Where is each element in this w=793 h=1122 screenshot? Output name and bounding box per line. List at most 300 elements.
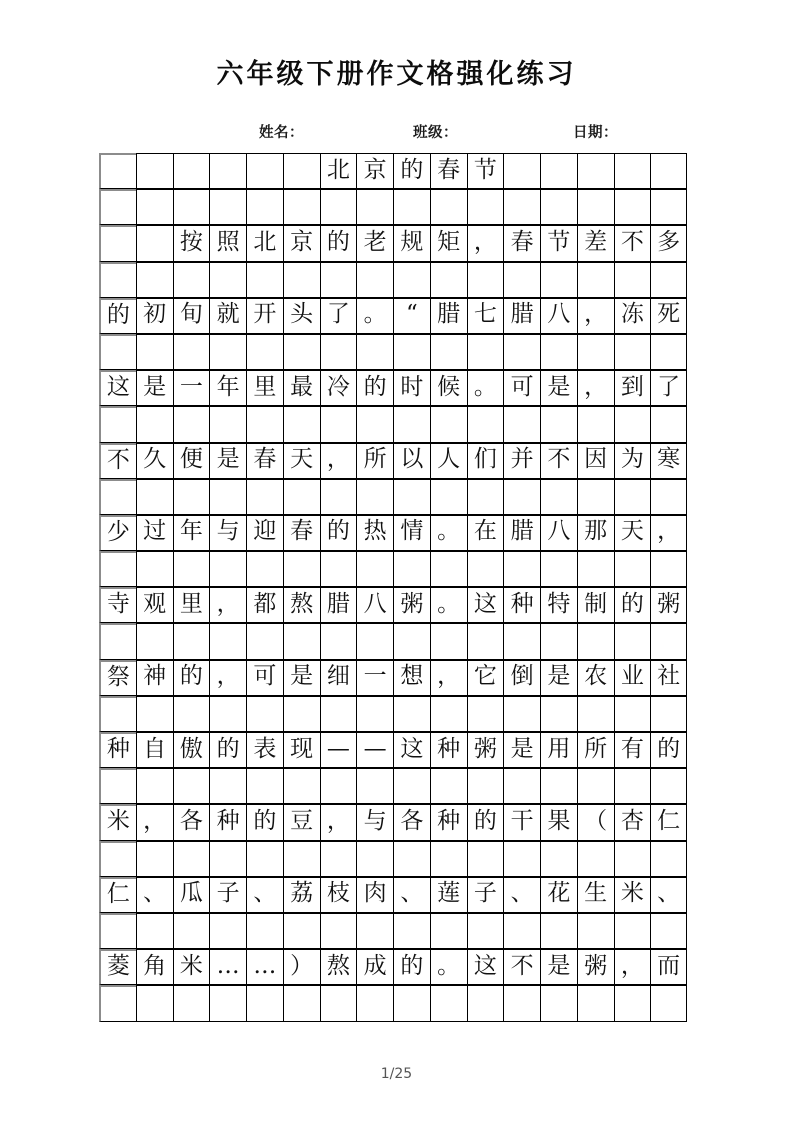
grid-cell[interactable] [136, 334, 173, 370]
grid-cell[interactable] [136, 298, 173, 334]
grid-cell[interactable] [650, 370, 687, 406]
grid-cell[interactable] [503, 985, 540, 1021]
grid-cell[interactable] [540, 696, 577, 732]
grid-cell[interactable] [173, 660, 210, 696]
grid-cell[interactable] [246, 768, 283, 804]
grid-cell[interactable] [356, 262, 393, 298]
grid-cell[interactable] [136, 587, 173, 623]
grid-cell[interactable] [209, 334, 246, 370]
grid-cell[interactable] [283, 877, 320, 913]
grid-cell[interactable] [393, 587, 430, 623]
grid-cell[interactable] [577, 262, 614, 298]
grid-cell[interactable] [577, 334, 614, 370]
grid-cell[interactable] [209, 696, 246, 732]
grid-cell[interactable] [467, 551, 504, 587]
grid-cell[interactable] [320, 370, 357, 406]
grid-cell[interactable] [577, 913, 614, 949]
grid-cell[interactable] [393, 153, 430, 189]
grid-cell[interactable] [283, 334, 320, 370]
grid-cell[interactable] [540, 370, 577, 406]
grid-cell[interactable] [430, 479, 467, 515]
grid-cell[interactable] [209, 768, 246, 804]
grid-cell[interactable] [173, 479, 210, 515]
grid-cell[interactable] [209, 262, 246, 298]
grid-cell[interactable] [356, 804, 393, 840]
grid-cell[interactable] [173, 370, 210, 406]
grid-cell[interactable] [430, 660, 467, 696]
grid-cell[interactable] [503, 262, 540, 298]
grid-cell[interactable] [246, 804, 283, 840]
grid-cell[interactable] [356, 913, 393, 949]
grid-cell[interactable] [320, 660, 357, 696]
grid-cell[interactable] [99, 443, 136, 479]
grid-cell[interactable] [430, 949, 467, 985]
grid-cell[interactable] [99, 225, 136, 261]
grid-cell[interactable] [173, 225, 210, 261]
grid-cell[interactable] [320, 262, 357, 298]
grid-cell[interactable] [99, 334, 136, 370]
grid-cell[interactable] [467, 262, 504, 298]
grid-cell[interactable] [320, 334, 357, 370]
grid-cell[interactable] [614, 479, 651, 515]
grid-cell[interactable] [614, 913, 651, 949]
grid-cell[interactable] [650, 153, 687, 189]
grid-cell[interactable] [650, 551, 687, 587]
grid-cell[interactable] [136, 153, 173, 189]
grid-cell[interactable] [209, 479, 246, 515]
grid-cell[interactable] [467, 732, 504, 768]
grid-cell[interactable] [430, 623, 467, 659]
grid-cell[interactable] [650, 623, 687, 659]
grid-cell[interactable] [614, 189, 651, 225]
grid-cell[interactable] [136, 515, 173, 551]
grid-cell[interactable] [320, 696, 357, 732]
grid-cell[interactable] [173, 804, 210, 840]
grid-cell[interactable] [136, 768, 173, 804]
grid-cell[interactable] [246, 515, 283, 551]
grid-cell[interactable] [173, 985, 210, 1021]
grid-cell[interactable] [246, 841, 283, 877]
grid-cell[interactable] [393, 623, 430, 659]
grid-cell[interactable] [99, 841, 136, 877]
grid-cell[interactable] [356, 841, 393, 877]
grid-cell[interactable] [393, 443, 430, 479]
grid-cell[interactable] [209, 877, 246, 913]
grid-cell[interactable] [650, 660, 687, 696]
grid-cell[interactable] [283, 153, 320, 189]
grid-cell[interactable] [650, 443, 687, 479]
grid-cell[interactable] [540, 877, 577, 913]
grid-cell[interactable] [430, 732, 467, 768]
grid-cell[interactable] [246, 334, 283, 370]
grid-cell[interactable] [283, 370, 320, 406]
grid-cell[interactable] [430, 153, 467, 189]
grid-cell[interactable] [209, 443, 246, 479]
grid-cell[interactable] [356, 623, 393, 659]
grid-cell[interactable] [540, 804, 577, 840]
grid-cell[interactable] [99, 696, 136, 732]
grid-cell[interactable] [136, 804, 173, 840]
grid-cell[interactable] [614, 153, 651, 189]
grid-cell[interactable] [320, 515, 357, 551]
grid-cell[interactable] [540, 623, 577, 659]
grid-cell[interactable] [614, 225, 651, 261]
grid-cell[interactable] [614, 768, 651, 804]
grid-cell[interactable] [356, 985, 393, 1021]
grid-cell[interactable] [650, 732, 687, 768]
grid-cell[interactable] [650, 189, 687, 225]
grid-cell[interactable] [356, 732, 393, 768]
grid-cell[interactable] [209, 841, 246, 877]
grid-cell[interactable] [467, 587, 504, 623]
grid-cell[interactable] [136, 696, 173, 732]
grid-cell[interactable] [99, 262, 136, 298]
grid-cell[interactable] [393, 515, 430, 551]
grid-cell[interactable] [650, 841, 687, 877]
grid-cell[interactable] [246, 623, 283, 659]
grid-cell[interactable] [540, 768, 577, 804]
grid-cell[interactable] [577, 732, 614, 768]
grid-cell[interactable] [283, 515, 320, 551]
grid-cell[interactable] [320, 551, 357, 587]
grid-cell[interactable] [393, 985, 430, 1021]
grid-cell[interactable] [540, 298, 577, 334]
grid-cell[interactable] [356, 298, 393, 334]
grid-cell[interactable] [99, 985, 136, 1021]
grid-cell[interactable] [209, 551, 246, 587]
grid-cell[interactable] [577, 153, 614, 189]
grid-cell[interactable] [209, 804, 246, 840]
grid-cell[interactable] [356, 660, 393, 696]
grid-cell[interactable] [209, 913, 246, 949]
grid-cell[interactable] [650, 406, 687, 442]
grid-cell[interactable] [393, 479, 430, 515]
grid-cell[interactable] [320, 877, 357, 913]
grid-cell[interactable] [393, 262, 430, 298]
grid-cell[interactable] [393, 913, 430, 949]
grid-cell[interactable] [136, 623, 173, 659]
grid-cell[interactable] [393, 804, 430, 840]
grid-cell[interactable] [650, 768, 687, 804]
grid-cell[interactable] [99, 406, 136, 442]
grid-cell[interactable] [467, 768, 504, 804]
grid-cell[interactable] [173, 334, 210, 370]
grid-cell[interactable] [650, 515, 687, 551]
grid-cell[interactable] [503, 334, 540, 370]
grid-cell[interactable] [540, 225, 577, 261]
grid-cell[interactable] [430, 841, 467, 877]
grid-cell[interactable] [430, 262, 467, 298]
grid-cell[interactable] [173, 587, 210, 623]
grid-cell[interactable] [540, 334, 577, 370]
grid-cell[interactable] [650, 804, 687, 840]
grid-cell[interactable] [430, 696, 467, 732]
grid-cell[interactable] [503, 732, 540, 768]
grid-cell[interactable] [283, 660, 320, 696]
grid-cell[interactable] [173, 732, 210, 768]
grid-cell[interactable] [540, 985, 577, 1021]
grid-cell[interactable] [283, 985, 320, 1021]
grid-cell[interactable] [650, 696, 687, 732]
grid-cell[interactable] [467, 225, 504, 261]
grid-cell[interactable] [283, 696, 320, 732]
grid-cell[interactable] [430, 515, 467, 551]
grid-cell[interactable] [503, 768, 540, 804]
grid-cell[interactable] [577, 768, 614, 804]
grid-cell[interactable] [393, 696, 430, 732]
grid-cell[interactable] [614, 443, 651, 479]
grid-cell[interactable] [173, 949, 210, 985]
grid-cell[interactable] [614, 623, 651, 659]
grid-cell[interactable] [614, 587, 651, 623]
grid-cell[interactable] [393, 189, 430, 225]
grid-cell[interactable] [503, 515, 540, 551]
grid-cell[interactable] [577, 551, 614, 587]
grid-cell[interactable] [503, 949, 540, 985]
grid-cell[interactable] [430, 298, 467, 334]
grid-cell[interactable] [393, 406, 430, 442]
grid-cell[interactable] [467, 153, 504, 189]
grid-cell[interactable] [503, 877, 540, 913]
grid-cell[interactable] [99, 153, 136, 189]
grid-cell[interactable] [173, 189, 210, 225]
grid-cell[interactable] [320, 587, 357, 623]
grid-cell[interactable] [246, 225, 283, 261]
grid-cell[interactable] [467, 406, 504, 442]
grid-cell[interactable] [430, 334, 467, 370]
grid-cell[interactable] [136, 262, 173, 298]
grid-cell[interactable] [283, 623, 320, 659]
grid-cell[interactable] [430, 406, 467, 442]
grid-cell[interactable] [320, 732, 357, 768]
grid-cell[interactable] [650, 949, 687, 985]
grid-cell[interactable] [503, 696, 540, 732]
grid-cell[interactable] [393, 334, 430, 370]
grid-cell[interactable] [577, 587, 614, 623]
grid-cell[interactable] [99, 479, 136, 515]
grid-cell[interactable] [99, 587, 136, 623]
grid-cell[interactable] [283, 768, 320, 804]
grid-cell[interactable] [283, 298, 320, 334]
grid-cell[interactable] [577, 949, 614, 985]
grid-cell[interactable] [540, 841, 577, 877]
grid-cell[interactable] [246, 732, 283, 768]
grid-cell[interactable] [356, 551, 393, 587]
grid-cell[interactable] [540, 587, 577, 623]
grid-cell[interactable] [136, 660, 173, 696]
grid-cell[interactable] [99, 370, 136, 406]
grid-cell[interactable] [503, 443, 540, 479]
grid-cell[interactable] [99, 877, 136, 913]
grid-cell[interactable] [467, 189, 504, 225]
grid-cell[interactable] [320, 443, 357, 479]
grid-cell[interactable] [173, 406, 210, 442]
grid-cell[interactable] [467, 913, 504, 949]
grid-cell[interactable] [136, 189, 173, 225]
grid-cell[interactable] [246, 696, 283, 732]
grid-cell[interactable] [430, 985, 467, 1021]
grid-cell[interactable] [209, 623, 246, 659]
grid-cell[interactable] [136, 841, 173, 877]
grid-cell[interactable] [173, 913, 210, 949]
grid-cell[interactable] [136, 479, 173, 515]
grid-cell[interactable] [650, 298, 687, 334]
grid-cell[interactable] [209, 732, 246, 768]
grid-cell[interactable] [430, 551, 467, 587]
grid-cell[interactable] [356, 189, 393, 225]
grid-cell[interactable] [246, 262, 283, 298]
grid-cell[interactable] [650, 479, 687, 515]
grid-cell[interactable] [99, 768, 136, 804]
grid-cell[interactable] [356, 768, 393, 804]
grid-cell[interactable] [540, 262, 577, 298]
grid-cell[interactable] [173, 877, 210, 913]
grid-cell[interactable] [393, 877, 430, 913]
grid-cell[interactable] [356, 443, 393, 479]
grid-cell[interactable] [650, 262, 687, 298]
grid-cell[interactable] [614, 406, 651, 442]
grid-cell[interactable] [540, 913, 577, 949]
grid-cell[interactable] [320, 949, 357, 985]
grid-cell[interactable] [173, 768, 210, 804]
grid-cell[interactable] [577, 841, 614, 877]
grid-cell[interactable] [356, 949, 393, 985]
grid-cell[interactable] [209, 153, 246, 189]
grid-cell[interactable] [283, 732, 320, 768]
grid-cell[interactable] [577, 189, 614, 225]
grid-cell[interactable] [650, 877, 687, 913]
grid-cell[interactable] [577, 406, 614, 442]
grid-cell[interactable] [540, 660, 577, 696]
grid-cell[interactable] [99, 623, 136, 659]
grid-cell[interactable] [356, 877, 393, 913]
grid-cell[interactable] [320, 623, 357, 659]
grid-cell[interactable] [430, 189, 467, 225]
grid-cell[interactable] [430, 587, 467, 623]
grid-cell[interactable] [356, 406, 393, 442]
grid-cell[interactable] [503, 913, 540, 949]
grid-cell[interactable] [503, 660, 540, 696]
grid-cell[interactable] [503, 587, 540, 623]
grid-cell[interactable] [209, 189, 246, 225]
grid-cell[interactable] [173, 696, 210, 732]
grid-cell[interactable] [99, 515, 136, 551]
grid-cell[interactable] [283, 189, 320, 225]
grid-cell[interactable] [430, 768, 467, 804]
grid-cell[interactable] [614, 660, 651, 696]
grid-cell[interactable] [577, 225, 614, 261]
grid-cell[interactable] [136, 406, 173, 442]
grid-cell[interactable] [577, 696, 614, 732]
grid-cell[interactable] [540, 443, 577, 479]
grid-cell[interactable] [209, 370, 246, 406]
grid-cell[interactable] [246, 587, 283, 623]
grid-cell[interactable] [393, 768, 430, 804]
grid-cell[interactable] [467, 696, 504, 732]
grid-cell[interactable] [614, 732, 651, 768]
grid-cell[interactable] [173, 443, 210, 479]
grid-cell[interactable] [283, 262, 320, 298]
grid-cell[interactable] [577, 804, 614, 840]
grid-cell[interactable] [467, 443, 504, 479]
grid-cell[interactable] [173, 515, 210, 551]
grid-cell[interactable] [467, 515, 504, 551]
grid-cell[interactable] [99, 804, 136, 840]
grid-cell[interactable] [209, 660, 246, 696]
grid-cell[interactable] [650, 225, 687, 261]
grid-cell[interactable] [614, 515, 651, 551]
grid-cell[interactable] [503, 298, 540, 334]
grid-cell[interactable] [540, 732, 577, 768]
grid-cell[interactable] [614, 370, 651, 406]
grid-cell[interactable] [467, 479, 504, 515]
grid-cell[interactable] [320, 768, 357, 804]
grid-cell[interactable] [209, 587, 246, 623]
grid-cell[interactable] [320, 479, 357, 515]
grid-cell[interactable] [173, 551, 210, 587]
grid-cell[interactable] [320, 913, 357, 949]
grid-cell[interactable] [430, 877, 467, 913]
grid-cell[interactable] [577, 877, 614, 913]
grid-cell[interactable] [467, 623, 504, 659]
grid-cell[interactable] [393, 298, 430, 334]
grid-cell[interactable] [577, 479, 614, 515]
grid-cell[interactable] [209, 515, 246, 551]
grid-cell[interactable] [320, 406, 357, 442]
grid-cell[interactable] [173, 841, 210, 877]
grid-cell[interactable] [99, 298, 136, 334]
grid-cell[interactable] [503, 551, 540, 587]
grid-cell[interactable] [467, 985, 504, 1021]
grid-cell[interactable] [136, 370, 173, 406]
grid-cell[interactable] [320, 153, 357, 189]
grid-cell[interactable] [577, 443, 614, 479]
grid-cell[interactable] [503, 225, 540, 261]
grid-cell[interactable] [650, 913, 687, 949]
grid-cell[interactable] [650, 587, 687, 623]
grid-cell[interactable] [393, 732, 430, 768]
grid-cell[interactable] [393, 370, 430, 406]
grid-cell[interactable] [356, 225, 393, 261]
grid-cell[interactable] [540, 406, 577, 442]
grid-cell[interactable] [503, 370, 540, 406]
grid-cell[interactable] [283, 225, 320, 261]
grid-cell[interactable] [209, 985, 246, 1021]
grid-cell[interactable] [209, 225, 246, 261]
grid-cell[interactable] [577, 623, 614, 659]
grid-cell[interactable] [246, 985, 283, 1021]
grid-cell[interactable] [503, 804, 540, 840]
grid-cell[interactable] [320, 298, 357, 334]
grid-cell[interactable] [577, 660, 614, 696]
grid-cell[interactable] [99, 660, 136, 696]
grid-cell[interactable] [614, 949, 651, 985]
grid-cell[interactable] [540, 551, 577, 587]
grid-cell[interactable] [430, 370, 467, 406]
grid-cell[interactable] [320, 985, 357, 1021]
grid-cell[interactable] [246, 189, 283, 225]
grid-cell[interactable] [430, 225, 467, 261]
grid-cell[interactable] [136, 949, 173, 985]
grid-cell[interactable] [467, 877, 504, 913]
grid-cell[interactable] [283, 406, 320, 442]
grid-cell[interactable] [283, 551, 320, 587]
grid-cell[interactable] [503, 623, 540, 659]
grid-cell[interactable] [430, 443, 467, 479]
grid-cell[interactable] [173, 298, 210, 334]
grid-cell[interactable] [320, 225, 357, 261]
grid-cell[interactable] [503, 189, 540, 225]
